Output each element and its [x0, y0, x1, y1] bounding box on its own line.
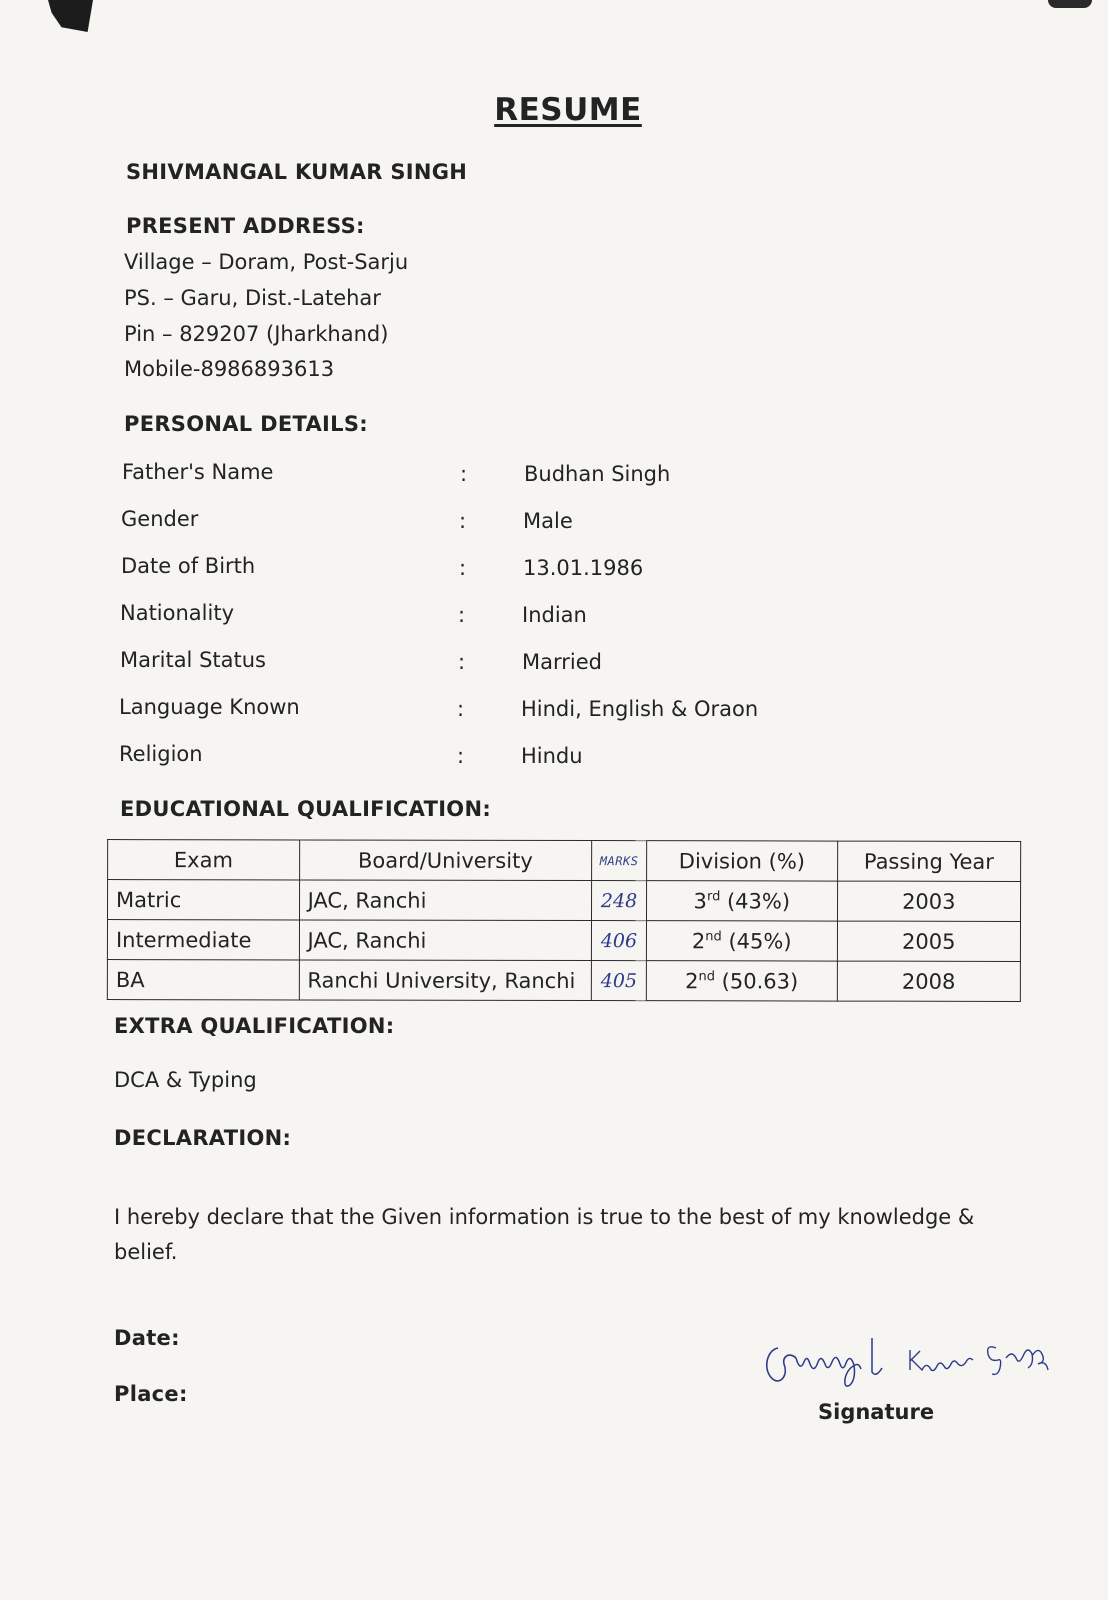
scan-corner-mark: [48, 0, 93, 32]
personal-row-dob: [121, 554, 821, 586]
cell-board: Ranchi University, Ranchi: [299, 960, 592, 1001]
table-row: [107, 920, 1020, 962]
address-line-village: Village – Doram, Post-Sarju: [124, 250, 409, 274]
cell-exam: BA: [107, 960, 299, 1000]
personal-row-marital: [120, 648, 820, 680]
column-header-exam: Exam: [108, 840, 300, 880]
separator-colon: :: [458, 603, 466, 627]
date-label: Date:: [114, 1326, 180, 1350]
personal-value: Hindu: [521, 744, 583, 768]
personal-value: Budhan Singh: [524, 462, 671, 486]
division-percent: (45%): [728, 928, 792, 953]
extra-heading: EXTRA QUALIFICATION:: [114, 1014, 395, 1038]
personal-label: Date of Birth: [121, 554, 256, 578]
personal-row-father: [122, 460, 822, 492]
cell-division: [646, 921, 837, 961]
declaration-text: I hereby declare that the Given information is true to the best of my knowledge & belief.: [114, 1205, 975, 1264]
table-row: [107, 960, 1020, 1002]
separator-colon: :: [460, 462, 468, 486]
table-header-row: [108, 840, 1021, 882]
cell-year: 2003: [837, 881, 1021, 921]
cell-exam: Intermediate: [107, 920, 299, 960]
division-ordinal-suffix: nd: [698, 968, 716, 984]
personal-row-gender: [121, 507, 821, 539]
personal-label: Marital Status: [120, 648, 266, 672]
cell-marks-handwritten: 406: [591, 921, 646, 961]
division-percent: (50.63): [721, 968, 799, 993]
table-row: [108, 880, 1021, 922]
cell-division: [646, 961, 837, 1001]
declaration-heading: DECLARATION:: [114, 1126, 292, 1150]
cell-board: JAC, Ranchi: [299, 880, 592, 921]
address-line-mobile: Mobile-8986893613: [124, 357, 335, 381]
personal-value: Male: [523, 509, 573, 533]
division-ordinal: 2: [691, 928, 706, 953]
education-heading: EDUCATIONAL QUALIFICATION:: [120, 797, 492, 821]
place-label: Place:: [114, 1382, 188, 1406]
column-header-board: Board/University: [299, 840, 592, 881]
personal-row-religion: [119, 742, 819, 774]
separator-colon: :: [459, 556, 467, 580]
personal-label: Gender: [121, 507, 199, 531]
division-ordinal-suffix: rd: [706, 888, 721, 904]
column-header-marks: MARKS: [592, 841, 647, 881]
resume-title: RESUME: [494, 92, 642, 128]
separator-colon: :: [458, 650, 466, 674]
personal-value: Indian: [522, 603, 587, 627]
separator-colon: :: [457, 744, 465, 768]
signature-label: Signature: [818, 1400, 935, 1424]
cell-year: 2005: [837, 921, 1021, 961]
cell-division: [647, 881, 838, 921]
division-percent: (43%): [726, 888, 791, 913]
division-ordinal: 3: [693, 888, 707, 913]
cell-marks-handwritten: 248: [591, 881, 646, 921]
separator-colon: :: [457, 697, 465, 721]
personal-label: Religion: [119, 742, 203, 766]
personal-row-nationality: [120, 601, 820, 633]
cell-year: 2008: [837, 961, 1021, 1001]
address-line-ps: PS. – Garu, Dist.-Latehar: [124, 286, 381, 310]
column-header-division: Division (%): [647, 841, 838, 881]
column-header-year: Passing Year: [837, 841, 1021, 881]
cell-marks-handwritten: 405: [591, 961, 646, 1001]
division-ordinal: 2: [685, 968, 699, 993]
personal-label: Language Known: [119, 695, 300, 719]
personal-value: 13.01.1986: [523, 556, 644, 580]
personal-value: Married: [522, 650, 602, 674]
cell-board: JAC, Ranchi: [299, 920, 592, 961]
address-line-pin: Pin – 829207 (Jharkhand): [124, 322, 389, 346]
handwritten-signature: [760, 1334, 1060, 1394]
cell-exam: Matric: [108, 880, 300, 920]
personal-label: Nationality: [120, 601, 235, 625]
separator-colon: :: [459, 509, 467, 533]
personal-row-language: [119, 695, 819, 727]
personal-value: Hindi, English & Oraon: [521, 697, 759, 721]
personal-label: Father's Name: [122, 460, 274, 484]
address-heading: PRESENT ADDRESS:: [126, 214, 365, 238]
extra-text: DCA & Typing: [114, 1068, 257, 1092]
personal-heading: PERSONAL DETAILS:: [124, 412, 368, 436]
scan-corner-mark-right: [1048, 0, 1092, 8]
candidate-name: SHIVMANGAL KUMAR SINGH: [126, 160, 468, 184]
education-table: [107, 839, 1021, 1002]
division-ordinal-suffix: nd: [705, 928, 722, 944]
